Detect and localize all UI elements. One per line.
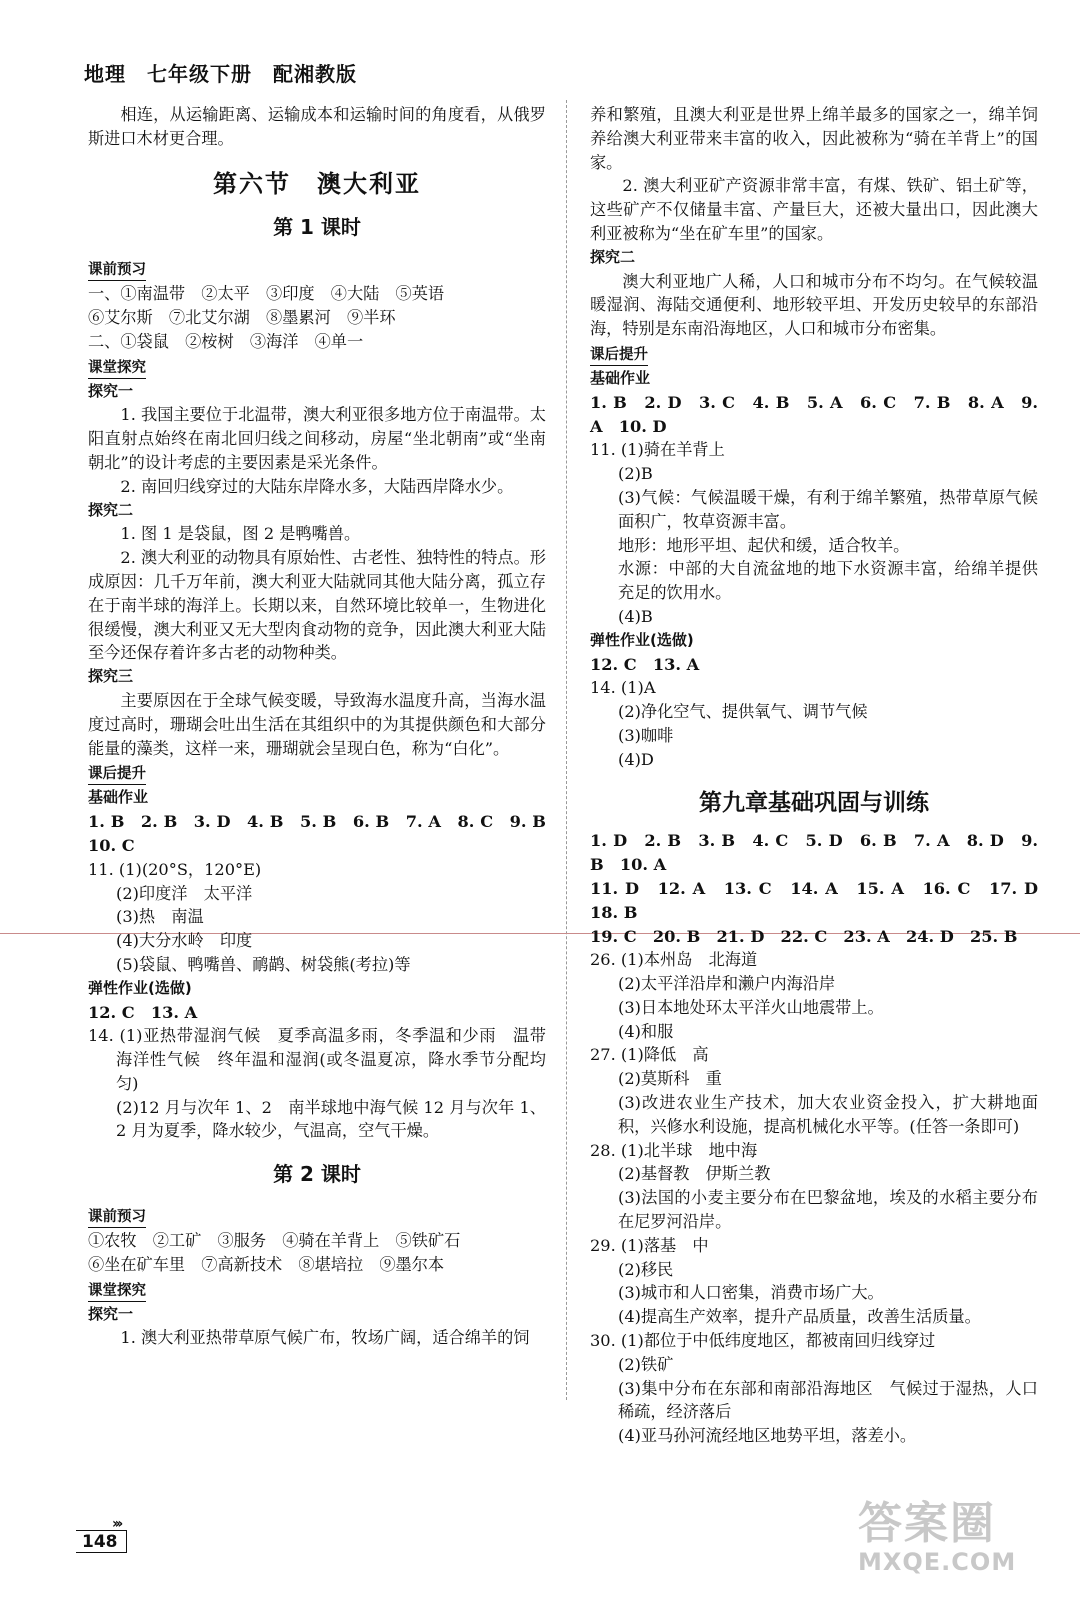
paragraph: (3)气候：气候温暖干燥，有利于绵羊繁殖，热带草原气候面积广，牧草资源丰富。 [618,487,1038,531]
answer-row: 1. B 2. B 3. D 4. B 5. B 6. B 7. A 8. C 9. B 10. C [88,812,563,855]
paragraph: (3)集中分布在东部和南部沿海地区 气候过于湿热，人口稀疏，经济落后 [618,1378,1038,1422]
watermark [858,1500,1058,1590]
subheading: 探究二 [590,247,636,266]
paragraph: 29. (1)落基 中 [590,1235,709,1255]
paragraph: (4)大分水岭 印度 [116,931,253,951]
paragraph: (3)咖啡 [618,725,674,745]
paragraph: 2. 澳大利亚矿产资源非常丰富，有煤、铁矿、铝土矿等，这些矿产不仅储量丰富、产量巨大，还被大量出口，因此澳大利亚被称为“坐在矿车里”的国家。 [590,176,1038,243]
paragraph: 水源：中部的大自流盆地的地下水资源丰富，给绵羊提供充足的饮用水。 [618,559,1038,603]
running-header: 地理 七年级下册 配湘教版 [84,62,357,86]
paragraph: 地形：地形平坦、起伏和缓，适合牧羊。 [618,535,910,555]
paragraph: (2)12 月与次年 1、2 南半球地中海气候 12 月与次年 1、2 月为夏季，降水较少，气温高，空气干燥。 [116,1097,546,1141]
section-tag: 课后提升 [590,345,648,366]
section-tag: 课前预习 [88,1207,146,1228]
paragraph: 养和繁殖，且澳大利亚是世界上绵羊最多的国家之一，绵羊饲养给澳大利亚带来丰富的收入，因此被称为“骑在羊背上”的国家。 [590,105,1038,172]
paragraph: 11. (1)(20°S，120°E) [88,859,262,879]
paragraph: (2)B [618,464,653,484]
right-column [590,103,1055,1448]
paragraph: (3)法国的小麦主要分布在巴黎盆地，埃及的水稻主要分布在尼罗河沿岸。 [618,1188,1038,1232]
lesson-title: 第 2 课时 [273,1162,361,1187]
lesson-title: 第 1 课时 [273,215,361,240]
paragraph: (3)改进农业生产技术，加大农业资金投入，扩大耕地面积，兴修水利设施，提高机械化水平等。(任答一条即可) [618,1093,1038,1136]
subheading: 探究一 [88,381,134,400]
paragraph: 一、①南温带 ②太平 ③印度 ④大陆 ⑤英语 [88,284,445,304]
tag-line [88,354,546,380]
chapter-title: 第九章基础巩固与训练 [699,789,929,816]
paragraph: (2)基督教 伊斯兰教 [618,1164,771,1184]
paragraph: (2)铁矿 [618,1354,674,1374]
paragraph: 主要原因在于全球气候变暖，导致海水温度升高，当海水温度过高时，珊瑚会吐出生活在其组织中的为其提供颜色和大部分能量的藻类，这样一来，珊瑚就会呈现白色，称为“白化”。 [88,690,546,758]
paragraph: 14. (1)亚热带湿润气候 夏季高温多雨，冬季温和少雨 温带海洋性气候 终年温和湿润(或冬温夏凉，降水季节分配均匀) [88,1026,546,1093]
answer-row: 1. D 2. B 3. B 4. C 5. D 6. B 7. A 8. D 9. B 10. A [590,831,1038,875]
paragraph: 14. (1)A [590,678,656,698]
tag-line [88,1203,546,1229]
subheading: 探究二 [88,500,134,519]
watermark-url: MXQE.COM [858,1548,1017,1576]
tag-line [590,341,1038,367]
paragraph: 26. (1)本州岛 北海道 [590,950,758,970]
paragraph: (2)莫斯科 重 [618,1069,722,1089]
subheading: 弹性作业(选做) [88,978,192,997]
paragraph: ⑥艾尔斯 ⑦北艾尔湖 ⑧墨累河 ⑨半环 [88,307,396,327]
subheading: 探究三 [88,667,134,686]
answer-row: 12. C 13. A [590,654,700,674]
paragraph: 2. 澳大利亚的动物具有原始性、古老性、独特性的特点。形成原因：几千万年前，澳大利亚大陆就同其他大陆分离，孤立存在于南半球的海洋上。长期以来，自然环境比较单一，生物进化很缓慢，澳大利亚又无大型肉食动物的竞争，因此澳大利亚大陆至今还保存着许多古老的动物种类。 [88,548,546,663]
subheading: 探究一 [88,1304,134,1323]
paragraph: 1. 我国主要位于北温带，澳大利亚很多地方位于南温带。太阳直射点始终在南北回归线之间移动，房屋“坐北朝南”或“坐南朝北”的设计考虑的主要因素是采光条件。 [88,405,546,472]
paragraph: 28. (1)北半球 地中海 [590,1140,758,1160]
section-tag: 课堂探究 [88,1281,146,1302]
page-footer [76,1516,127,1553]
paragraph: 2. 南回归线穿过的大陆东岸降水多，大陆西岸降水少。 [120,476,514,496]
tag-line [88,256,546,282]
tag-line [88,760,546,786]
subheading: 基础作业 [590,368,651,387]
arrows-icon: ››› [112,1516,121,1532]
paragraph: ⑥坐在矿车里 ⑦高新技术 ⑧堪培拉 ⑨墨尔本 [88,1254,445,1274]
section-tag: 课后提升 [88,764,146,785]
paragraph: (3)热 南温 [116,907,204,927]
answer-row: 1. B 2. D 3. C 4. B 5. A 6. C 7. B 8. A 9. A 10. D [590,392,1038,436]
paragraph: (4)提高生产效率，提升产品质量，改善生活质量。 [618,1307,981,1327]
paragraph: (2)太平洋沿岸和濑户内海沿岸 [618,974,836,994]
paragraph: 27. (1)降低 高 [590,1045,709,1065]
left-column [88,103,563,1350]
paragraph: (2)印度洋 太平洋 [116,883,253,903]
paragraph: (4)B [618,606,653,626]
answer-row: 19. C 20. B 21. D 22. C 23. A 24. D 25. B [590,926,1018,946]
paragraph: 相连，从运输距离、运输成本和运输时间的角度看，从俄罗斯进口木材更合理。 [88,105,546,148]
answer-row: 12. C 13. A [88,1002,198,1022]
paragraph: 1. 图 1 是袋鼠，图 2 是鸭嘴兽。 [120,524,361,544]
page-number: 148 [76,1530,127,1553]
paragraph: (2)移民 [618,1259,674,1279]
subheading: 基础作业 [88,788,149,807]
paragraph: 二、①袋鼠 ②桉树 ③海洋 ④单一 [88,331,364,351]
paragraph: (2)净化空气、提供氧气、调节气候 [618,702,868,722]
answer-row: 11. D 12. A 13. C 14. A 15. A 16. C 17. D 18. B [590,878,1055,922]
paragraph: (4)和服 [618,1021,674,1041]
tag-line [88,1277,546,1303]
watermark-logo: 答案圈 [858,1498,996,1549]
paragraph: 澳大利亚地广人稀，人口和城市分布不均匀。在气候较温暖湿润、海陆交通便利、地形较平坦、开发历史较早的东部沿海，特别是东南沿海地区，人口和城市分布密集。 [590,271,1038,339]
section-title: 第六节 澳大利亚 [213,169,421,198]
paragraph: 1. 澳大利亚热带草原气候广布，牧场广阔，适合绵羊的饲 [120,1328,530,1348]
paragraph: (3)日本地处环太平洋火山地震带上。 [618,997,884,1017]
paragraph: (4)亚马孙河流经地区地势平坦，落差小。 [618,1426,917,1446]
paragraph: 30. (1)都位于中低纬度地区，都被南回归线穿过 [590,1331,936,1351]
paragraph: (3)城市和人口密集，消费市场广大。 [618,1283,884,1303]
paragraph: ①农牧 ②工矿 ③服务 ④骑在羊背上 ⑤铁矿石 [88,1231,461,1251]
paragraph: (4)D [618,749,654,769]
section-tag: 课堂探究 [88,358,146,379]
section-tag: 课前预习 [88,260,146,281]
column-divider [566,100,567,1400]
paragraph: (5)袋鼠、鸭嘴兽、鸸鹋、树袋熊(考拉)等 [116,954,411,974]
paragraph: 11. (1)骑在羊背上 [590,440,725,460]
subheading: 弹性作业(选做) [590,630,694,649]
